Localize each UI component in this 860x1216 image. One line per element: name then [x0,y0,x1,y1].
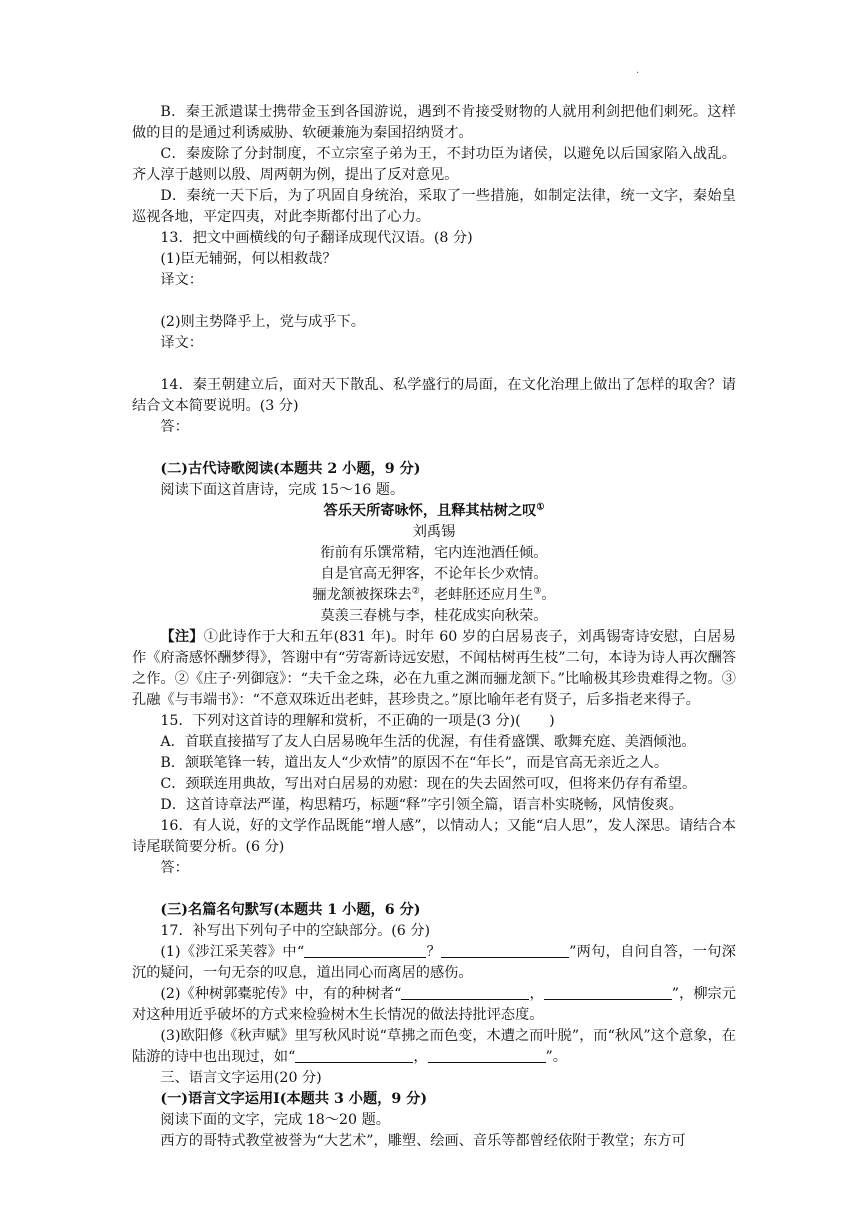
question-17-1 [132,942,736,984]
fill-blank [428,1048,546,1063]
question-15-option-d: D．这首诗章法严谨，构思精巧，标题“释”字引领全篇，语言朴实晓畅，风情俊爽。 [160,797,683,813]
note-label: 【注】 [160,629,204,645]
text-part: (2)《种树郭橐驼传》中，有的种树者“ [160,986,402,1002]
document-body [132,102,736,1152]
question-16: 16．有人说，好的文学作品既能“增人感”，以情动人；又能“启人思”，发人深思。请结合本诗尾联简要分析。(6 分) [132,818,736,855]
note-marker: ③ [533,586,542,597]
part-3-passage: 西方的哥特式教堂被誉为“大艺术”，雕塑、绘画、音乐等都曾经依附于教堂；东方可 [160,1133,686,1149]
question-13-1: (1)臣无辅弼，何以相救哉？ [160,251,337,267]
question-15: 15．下列对这首诗的理解和赏析，不正确的一项是(3 分)( ) [160,713,555,729]
option-d: D．秦统一天下后，为了巩固自身统治，采取了一些措施，如制定法律，统一文字，秦始皇巡视各地，平定四夷，对此李斯都付出了心力。 [132,188,736,225]
answer-space [132,354,736,375]
answer-label-14: 答： [160,419,189,435]
question-13: 13．把文中画横线的句子翻译成现代汉语。(8 分) [160,230,473,246]
fill-blank [441,943,569,958]
text-part: ”。 [545,1049,567,1065]
question-14: 14．秦王朝建立后，面对天下散乱、私学盛行的局面，在文化治理上做出了怎样的取舍？请结合文本简要说明。(3 分) [132,377,736,414]
poem-line: 自是官高无狎客，不论年长少欢情。 [320,566,548,582]
question-15-option-a: A．首联直接描写了友人白居易晚年生活的优渥，有佳肴盛馔、歌舞充庭、美酒倾池。 [160,734,696,750]
fill-blank [544,985,672,1000]
answer-space [132,438,736,459]
text-part: (3)欧阳修《秋声赋》里写秋风时说“草拂之而色变，木遭之而叶脱”，而“秋风”这个意象，在陆游的诗中也出现过，如“ [132,1028,736,1065]
translation-label-1: 译文： [160,272,203,288]
question-17-3 [132,1026,736,1068]
question-15-option-b: B．颔联笔锋一转，道出友人“少欢情”的原因不在“年长”，而是官高无亲近之人。 [160,755,669,771]
note-text: ①此诗作于大和五年(831 年)。时年 60 岁的白居易丧子，刘禹锡寄诗安慰，白居易作《府斋感怀酬梦得》，答谢中有“劳寄新诗远安慰，不闻枯树再生枝”二句，本诗为诗人再次酬答之作。②《庄子·列御寇》：“夫千金之珠，必在九重之渊而骊龙颔下。”比喻极其珍贵难得之物。③孔融《与韦端书》：“不意双珠近出老蚌，甚珍贵之。”原比喻年老有贤子，后多指老来得子。 [132,629,736,708]
text-part: ？ [426,944,442,960]
note-marker: ① [536,502,545,513]
question-17-2 [132,984,736,1026]
part-3-title: 三、语言文字运用(20 分) [160,1070,322,1086]
poem-title-text: 答乐天所寄咏怀，且释其枯树之叹 [323,503,537,519]
section-3-title: (三)名篇名句默写(本题共 1 小题，6 分) [160,902,421,918]
fill-blank [304,943,426,958]
question-17: 17．补写出下列句子中的空缺部分。(6 分) [160,923,431,939]
text-part: ”，柳宗元对这种用近乎破坏的方式来检验树木生长情况的做法持批评态度。 [132,986,736,1023]
answer-space [132,879,736,900]
poem-title [132,501,736,522]
note-marker: ② [411,586,420,597]
text-part: ， [413,1049,428,1065]
section-2-title: (二)古代诗歌阅读(本题共 2 小题，9 分) [160,461,421,477]
poem-notes [132,627,736,711]
text-part: ， [529,986,544,1002]
question-15-option-c: C．颈联连用典故，写出对白居易的劝慰：现在的失去固然可叹，但将来仍存有希望。 [160,776,697,792]
header-mark: . [636,65,640,76]
text-part: (1)《涉江采芙蓉》中“ [160,944,305,960]
answer-label-16: 答： [160,860,189,876]
poem-line-part: ，老蚌胚还应月生 [419,587,534,603]
question-13-2: (2)则主势降乎上，党与成乎下。 [160,314,365,330]
option-b: B．秦王派遣谋士携带金玉到各国游说，遇到不肯接受财物的人就用利剑把他们刺死。这样做的目的是通过利诱威胁、软硬兼施为秦国招纳贤才。 [132,104,736,141]
poem-line-part: 骊龙颔被探珠去 [312,587,412,603]
text-part: ”两句，自问自答，一句深沉的疑问，一句无奈的叹息，道出同心而离居的感伤。 [132,944,736,981]
poem-author: 刘禹锡 [412,524,456,540]
poem-line-part: 。 [541,587,556,603]
part-3-subtitle: (一)语言文字运用Ⅰ(本题共 3 小题，9 分) [160,1091,428,1107]
option-c: C．秦废除了分封制度，不立宗室子弟为王，不封功臣为诸侯，以避免以后国家陷入战乱。齐人淳于越则以殷、周两朝为例，提出了反对意见。 [132,146,736,183]
poem-line: 衔前有乐馔常精，宅内连池酒任倾。 [320,545,548,561]
part-3-intro: 阅读下面的文字，完成 18～20 题。 [160,1112,390,1128]
fill-blank [295,1048,413,1063]
poem-line: 莫羡三春桃与李，桂花成实向秋荣。 [320,608,548,624]
answer-space [132,291,736,312]
poem-line [132,585,736,606]
translation-label-2: 译文： [160,335,203,351]
fill-blank [401,985,529,1000]
section-2-intro: 阅读下面这首唐诗，完成 15～16 题。 [160,482,405,498]
